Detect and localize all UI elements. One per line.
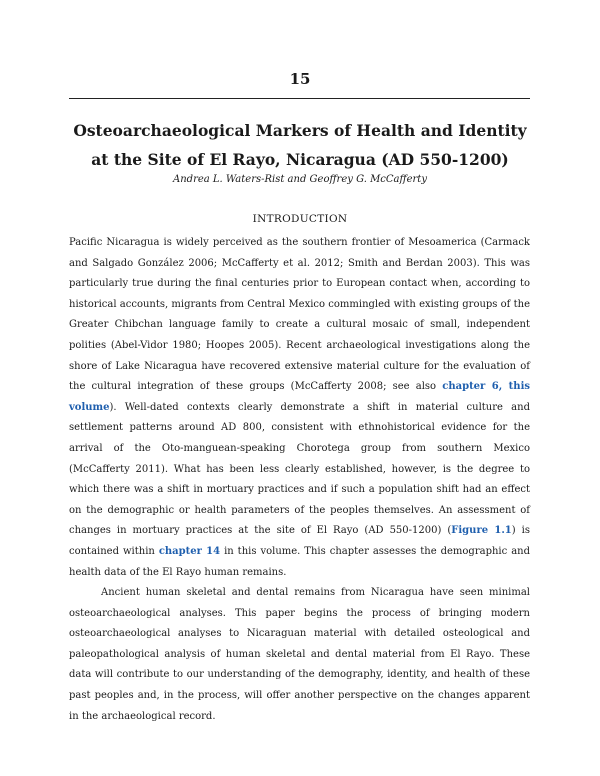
paragraph-1-text-a: Pacific Nicaragua is widely perceived as the southern frontier of Mesoamerica (Carmack and Salgado González 2006; McCafferty et al. 2012; Smith and Berdan 2003). This was particularly true during the final centuries prior to European contact when, according to historical accounts, migrants from Central Mexico commingled with existing groups of the Greater Chibchan language family to create a cultural mosaic of small, independent polities (Abel-Vidor 1980; Hoopes 2005). Recent archaeological investigations along the shore of Lake Nicaragua have recovered extensive material culture for the evaluation of the cultural integration of these groups (McCafferty 2008; see also: [69, 237, 530, 393]
paragraph-1-text-c: ) is contained within: [69, 525, 531, 557]
chapter-number: 15: [289, 70, 311, 88]
chapter-title: [0, 116, 600, 174]
paragraph-1: [69, 233, 530, 583]
chapter-6-link[interactable]: chapter 6, this volume: [69, 381, 530, 413]
paragraph-1-text-b: ). Well-dated contexts clearly demonstrate a shift in material culture and settlement patterns around AD 800, consistent with ethnohistorical evidence for the arrival of the Oto-manguean-speaking Chorotega group from southern Mexico (McCafferty 2011). What has been less clearly established, however, is the degree to which there was a shift in mortuary practices and if such a population shift had an effect on the demographic or health parameters of the peoples themselves. An assessment of changes in mortuary practices at the site of El Rayo (AD 550-1200) (: [69, 401, 530, 537]
paragraph-1-text-d: in this volume. This chapter assesses the demographic and health data of the El Rayo human remains.: [69, 545, 530, 578]
authors: Andrea L. Waters-Rist and Geoffrey G. McCafferty: [173, 174, 427, 185]
chapter-14-link[interactable]: chapter 14: [158, 545, 221, 557]
body-text: [69, 233, 530, 727]
paragraph-2: Ancient human skeletal and dental remains from Nicaragua have seen minimal osteoarchaeological analyses. This paper begins the process of bringing modern osteoarchaeological analyses to Nicaraguan material with detailed osteological and paleopathological analysis of human skeletal and dental material from El Rayo. These data will contribute to our understanding of the demography, identity, and health of these past peoples and, in the process, will offer another perspective on the changes apparent in the archaeological record.: [69, 587, 530, 722]
section-heading: INTRODUCTION: [252, 213, 348, 225]
figure-1-1-link[interactable]: Figure 1.1: [451, 525, 512, 537]
title-line-1: Osteoarchaeological Markers of Health and Identity: [73, 121, 527, 140]
title-line-2: at the Site of El Rayo, Nicaragua (AD 550-1200): [91, 150, 509, 169]
header-rule: [69, 98, 530, 99]
